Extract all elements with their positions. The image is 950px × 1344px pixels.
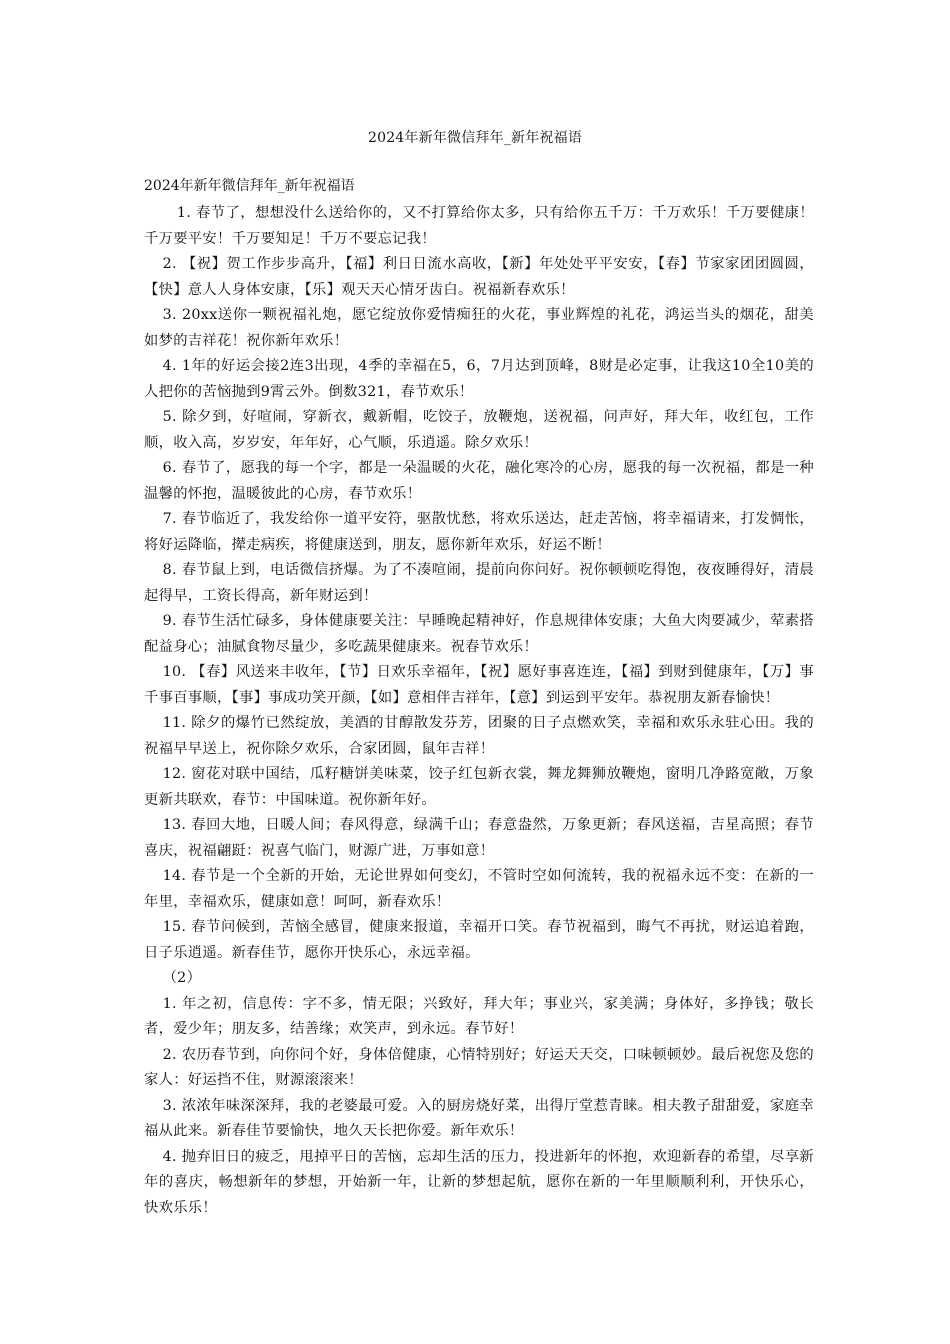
greeting-paragraph: 5. 除夕到，好喧闹，穿新衣，戴新帽，吃饺子，放鞭炮，送祝福，问声好，拜大年，收红包，工作顺，收入高，岁岁安，年年好，心气顺，乐逍遥。除夕欢乐！ <box>144 409 814 451</box>
greeting-paragraph: 2. 【祝】贺工作步步高升，【福】利日日流水高收，【新】年处处平平安安，【春】节家家团团圆圆，【快】意人人身体安康，【乐】观天天心情牙齿白。祝福新春欢乐！ <box>144 256 814 298</box>
document-title: 2024年新年微信拜年_新年祝福语 <box>367 130 583 146</box>
greeting-paragraph: 12. 窗花对联中国结，瓜籽糖饼美味菜，饺子红包新衣裳，舞龙舞狮放鞭炮，窗明几净路宽敞，万象更新共联欢，春节：中国味道。祝你新年好。 <box>144 766 814 808</box>
document-subtitle: 2024年新年微信拜年_新年祝福语 <box>144 178 355 194</box>
section-label: （2） <box>162 970 202 986</box>
greeting-paragraph: 3. 浓浓年味深深拜，我的老婆最可爱。入的厨房烧好菜，出得厅堂惹青睐。相夫教子甜甜爱，家庭幸福从此来。新春佳节要愉快，地久天长把你爱。新年欢乐！ <box>144 1097 814 1139</box>
greeting-paragraph: 9. 春节生活忙碌多，身体健康要关注：早睡晚起精神好，作息规律体安康；大鱼大肉要减少，荤素搭配益身心；油腻食物尽量少，多吃蔬果健康来。祝春节欢乐！ <box>144 613 814 655</box>
greeting-paragraph: 15. 春节问候到，苦恼全感冒，健康来报道，幸福开口笑。春节祝福到，晦气不再扰，财运追着跑，日子乐逍遥。新春佳节，愿你开快乐心，永远幸福。 <box>144 919 814 961</box>
greeting-paragraph: 1. 年之初，信息传：字不多，情无限；兴致好，拜大年；事业兴，家美满；身体好，多挣钱；敬长者，爱少年；朋友多，结善缘；欢笑声，到永远。春节好！ <box>144 995 814 1037</box>
document-body <box>144 176 814 1221</box>
greeting-paragraph: 8. 春节鼠上到，电话微信挤爆。为了不凑喧闹，提前向你问好。祝你顿顿吃得饱，夜夜睡得好，清晨起得早，工资长得高，新年财运到！ <box>144 562 814 604</box>
greeting-paragraph: 7. 春节临近了，我发给你一道平安符，驱散忧愁，将欢乐送达，赶走苦恼，将幸福请来，打发惆怅，将好运降临，撵走病疾，将健康送到，朋友，愿你新年欢乐，好运不断！ <box>144 511 814 553</box>
greeting-paragraph: 6. 春节了，愿我的每一个字，都是一朵温暖的火花，融化寒冷的心房，愿我的每一次祝福，都是一种温馨的怀抱，温暖彼此的心房，春节欢乐！ <box>144 460 814 502</box>
greeting-paragraph: 14. 春节是一个全新的开始，无论世界如何变幻，不管时空如何流转，我的祝福永远不变：在新的一年里，幸福欢乐，健康如意！呵呵，新春欢乐！ <box>144 868 814 910</box>
greeting-paragraph: 2. 农历春节到，向你问个好，身体倍健康，心情特别好；好运天天交，口味顿顿妙。最后祝您及您的家人：好运挡不住，财源滚滚来！ <box>144 1046 814 1088</box>
greeting-paragraph: 11. 除夕的爆竹已然绽放，美酒的甘醇散发芬芳，团聚的日子点燃欢笑，幸福和欢乐永驻心田。我的祝福早早送上，祝你除夕欢乐，合家团圆，鼠年吉祥！ <box>144 715 814 757</box>
greeting-paragraph: 4. 抛弃旧日的疲乏，甩掉平日的苦恼，忘却生活的压力，投进新年的怀抱，欢迎新春的希望，尽享新年的喜庆，畅想新年的梦想，开始新一年，让新的梦想起航，愿你在新的一年里顺顺利利，开快乐心，快欢乐乐！ <box>144 1148 814 1216</box>
greeting-paragraph: 10. 【春】风送来丰收年，【节】日欢乐幸福年，【祝】愿好事喜连连，【福】到财到健康年，【万】事千事百事顺，【事】事成功笑开颜，【如】意相伴吉祥年，【意】到运到平安年。恭祝朋友新春愉快！ <box>144 664 814 706</box>
greeting-paragraph: 3. 20xx送你一颗祝福礼炮，愿它绽放你爱情痴狂的火花，事业辉煌的礼花，鸿运当头的烟花，甜美如梦的吉祥花！祝你新年欢乐！ <box>144 307 814 349</box>
greeting-paragraph: 1. 春节了，想想没什么送给你的，又不打算给你太多，只有给你五千万：千万欢乐！千万要健康！千万要平安！千万要知足！千万不要忘记我！ <box>144 205 814 247</box>
greeting-paragraph: 13. 春回大地，日暖人间；春风得意，绿满千山；春意盎然，万象更新；春风送福，吉星高照；春节喜庆，祝福翩跹：祝喜气临门，财源广进，万事如意！ <box>144 817 814 859</box>
greeting-paragraph: 4. 1年的好运会接2连3出现，4季的幸福在5，6，7月达到顶峰，8财是必定事，让我这10全10美的人把你的苦恼抛到9霄云外。倒数321，春节欢乐！ <box>144 358 814 400</box>
